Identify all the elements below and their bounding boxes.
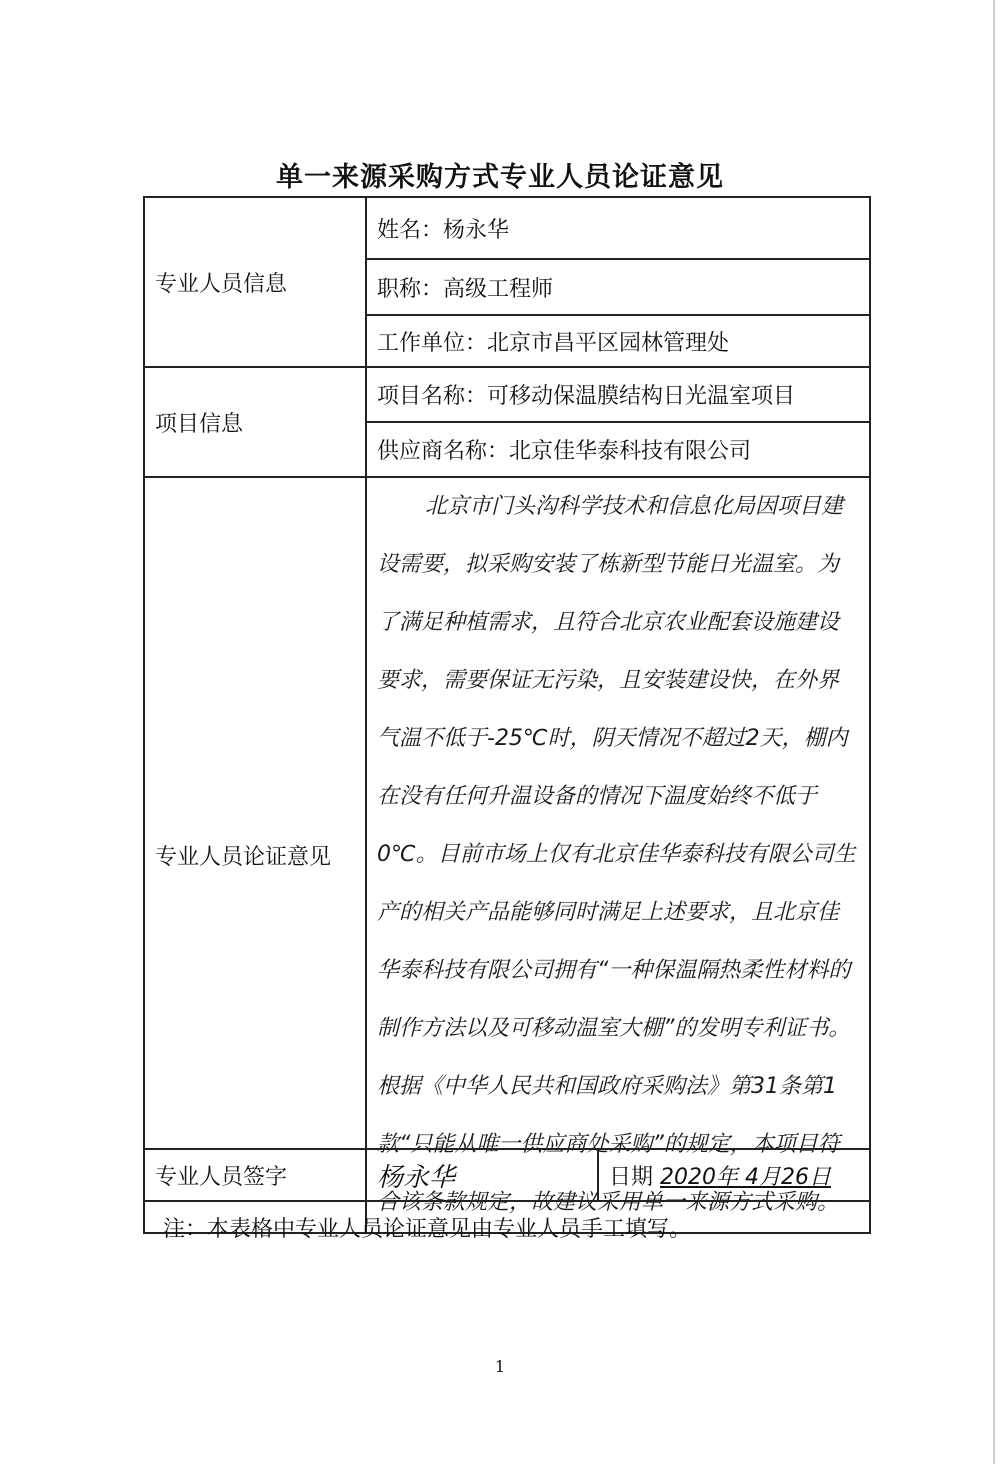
opinion-label: 专业人员论证意见 <box>144 477 366 1233</box>
date-label: 日期 <box>609 1164 654 1190</box>
footnote: 注：本表格中专业人员论证意见由专业人员手工填写。 <box>163 1217 692 1242</box>
expert-title: 职称：高级工程师 <box>366 259 870 315</box>
opinion-text: 北京市门头沟科学技术和信息化局因项目建设需要，拟采购安装了栋新型节能日光温室。为了满足种植需求，且符合北京农业配套设施建设要求，需要保证无污染，且安装建设快，在外界气温不低于-25℃时，阴天情况不超过2天，棚内在没有任何升温设备的情况下温度始终不低于0℃。目前市场上仅有北京佳华泰科技有限公司生产的相关产品能够同时满足上述要求，且北京佳华泰科技有限公司拥有“一种保温隔热柔性材料的制作方法以及可移动温室大棚”的发明专利证书。根据《中华人民共和国政府采购法》第31条第1款“只能从唯一供应商处采购”的规定，本项目符合该条款规定，故建议采用单一来源方式采购。 <box>377 494 856 1215</box>
row-opinion <box>144 477 870 1233</box>
date-cell <box>598 1149 870 1201</box>
expert-name: 姓名：杨永华 <box>366 197 870 259</box>
page-number: 1 <box>494 1357 506 1376</box>
row-signature <box>144 1149 870 1201</box>
signature-table <box>143 1148 871 1202</box>
row-name <box>144 197 870 259</box>
signature-label: 专业人员签字 <box>144 1149 366 1201</box>
supplier-name: 供应商名称：北京佳华泰科技有限公司 <box>366 422 870 477</box>
expert-info-label: 专业人员信息 <box>144 197 366 367</box>
page-title: 单一来源采购方式专业人员论证意见 <box>276 162 724 193</box>
opinion-handwritten-text <box>366 477 870 1233</box>
signature-cell <box>366 1149 598 1201</box>
handwritten-signature: 杨永华 <box>377 1162 456 1193</box>
project-name: 项目名称：可移动保温膜结构日光温室项目 <box>366 367 870 422</box>
expert-employer: 工作单位：北京市昌平区园林管理处 <box>366 315 870 367</box>
scan-edge-line <box>993 0 995 1464</box>
form-table <box>143 196 871 1234</box>
project-info-label: 项目信息 <box>144 367 366 477</box>
row-project <box>144 367 870 422</box>
date-value: 2020年 4月26日 <box>660 1164 831 1190</box>
